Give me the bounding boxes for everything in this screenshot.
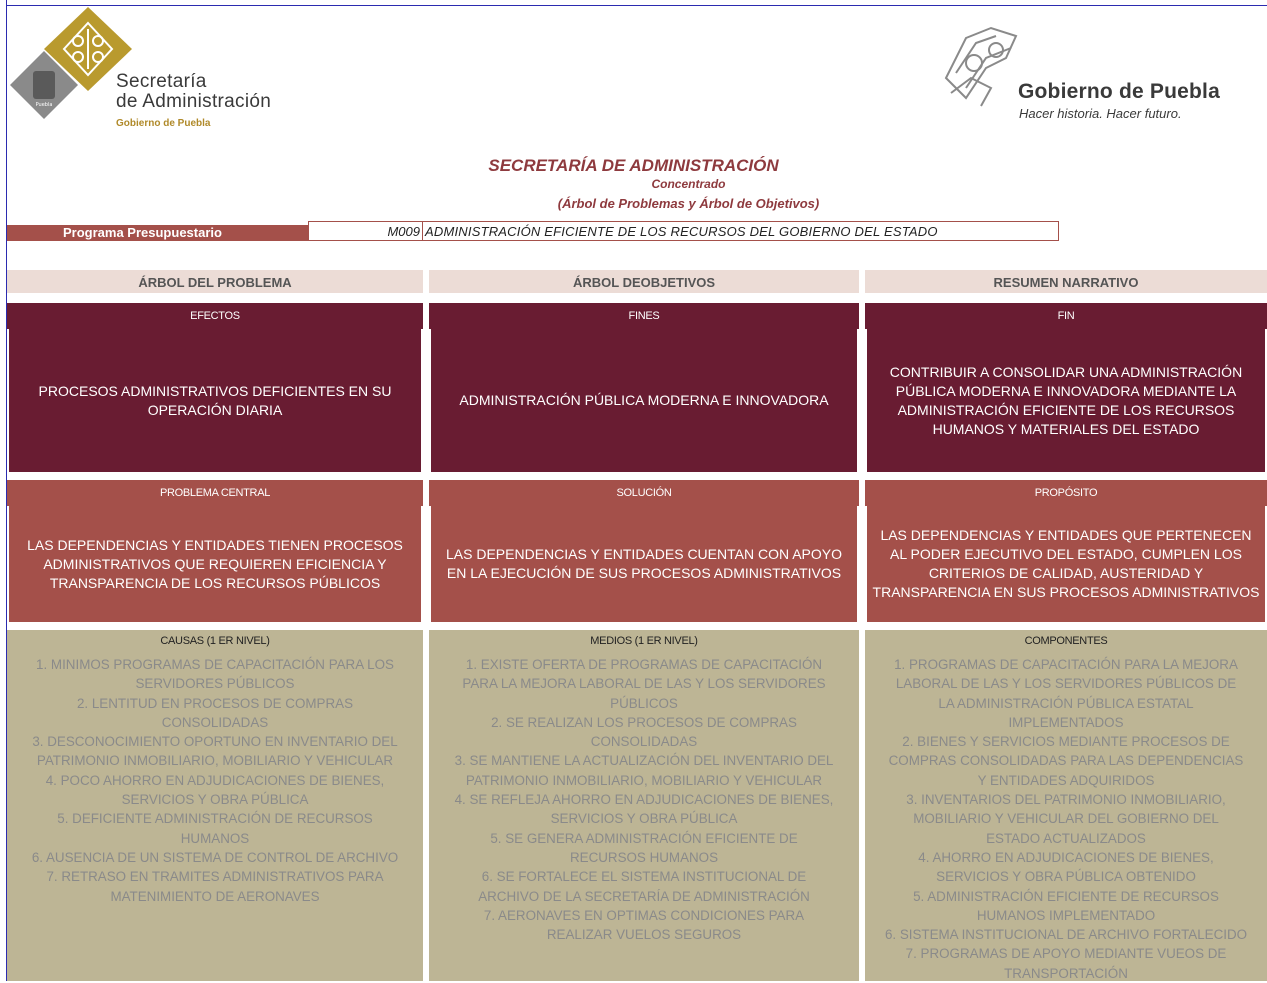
heading-resumen-narrativo: RESUMEN NARRATIVO: [865, 270, 1267, 293]
list-item: 4. POCO AHORRO EN ADJUDICACIONES DE BIENES,: [45, 772, 385, 788]
medios-list: [429, 650, 859, 981]
list-item: SERVICIOS Y OBRA PÚBLICA: [121, 792, 309, 808]
list-item: 2. LENTITUD EN PROCESOS DE COMPRAS: [76, 695, 354, 711]
efectos-text: PROCESOS ADMINISTRATIVOS DEFICIENTES EN SU OPERACIÓN DIARIA: [7, 329, 423, 474]
list-item: 1. MINIMOS PROGRAMAS DE CAPACITACIÓN PARA LOS: [36, 657, 394, 672]
list-item: 2. SE REALIZAN LOS PROCESOS DE COMPRAS: [491, 714, 797, 730]
causas-list: [7, 650, 423, 981]
label-efectos: EFECTOS: [7, 303, 423, 329]
list-item: RECURSOS HUMANOS: [569, 849, 719, 865]
list-item: ARCHIVO DE LA SECRETARÍA DE ADMINISTRACIÓN: [478, 888, 810, 904]
label-causas: CAUSAS (1 ER NIVEL): [7, 630, 423, 650]
list-item: MOBILIARIO Y VEHICULAR DEL GOBIERNO DEL: [913, 811, 1219, 827]
list-item: 4. AHORRO EN ADJUDICACIONES DE BIENES,: [918, 849, 1214, 865]
componentes-list: [865, 650, 1267, 981]
list-item: 7. PROGRAMAS DE APOYO MEDIANTE VUEOS DE: [905, 946, 1227, 962]
fines-text: ADMINISTRACIÓN PÚBLICA MODERNA E INNOVADORA: [429, 329, 859, 474]
fin-text: CONTRIBUIR A CONSOLIDAR UNA ADMINISTRACIÓN PÚBLICA MODERNA E INNOVADORA MEDIANTE LA ADMINISTRACIÓN EFICIENTE DE LOS RECURSOS HUMANOS Y MATERIALES DEL ESTADO: [865, 329, 1267, 474]
programa-label: Programa Presupuestario: [7, 225, 308, 241]
list-item: 1. EXISTE OFERTA DE PROGRAMAS DE CAPACITACIÓN: [465, 657, 823, 672]
list-item: 4. SE REFLEJA AHORRO EN ADJUDICACIONES DE BIENES,: [454, 792, 834, 808]
list-item: 6. SISTEMA INSTITUCIONAL DE ARCHIVO FORTALECIDO: [884, 927, 1248, 943]
page-subtitle-2: (Árbol de Problemas y Árbol de Objetivos): [557, 196, 820, 211]
list-item: LA ADMINISTRACIÓN PÚBLICA ESTATAL: [938, 695, 1194, 711]
list-item: MATENIMIENTO DE AERONAVES: [110, 888, 320, 904]
list-item: PARA LA MEJORA LABORAL DE LAS Y LOS SERVIDORES: [462, 676, 826, 692]
list-item: 7. AERONAVES EN OPTIMAS CONDICIONES PARA: [483, 907, 805, 923]
list-item: Y ENTIDADES ADQUIRIDOS: [977, 772, 1155, 788]
problema-central-text: LAS DEPENDENCIAS Y ENTIDADES TIENEN PROCESOS ADMINISTRATIVOS QUE REQUIEREN EFICIENCIA Y TRANSPARENCIA DE LOS RECURSOS PÚBLICOS: [7, 506, 423, 624]
secretaria-administracion-logo: [8, 5, 298, 135]
label-solucion: SOLUCIÓN: [429, 480, 859, 506]
list-item: 6. AUSENCIA DE UN SISTEMA DE CONTROL DE ARCHIVO: [31, 849, 399, 865]
gobierno-puebla-title: Gobierno de Puebla: [1018, 80, 1220, 103]
list-item: 1. PROGRAMAS DE CAPACITACIÓN PARA LA MEJORA: [894, 657, 1238, 672]
list-item: HUMANOS: [180, 830, 250, 846]
list-item: COMPRAS CONSOLIDADAS PARA LAS DEPENDENCIAS: [888, 753, 1244, 769]
label-fin: FIN: [865, 303, 1267, 329]
logo-line-3: Gobierno de Puebla: [116, 118, 211, 129]
programa-code: M009: [308, 222, 423, 240]
list-item: SERVICIOS Y OBRA PÚBLICA: [550, 811, 738, 827]
solucion-text: LAS DEPENDENCIAS Y ENTIDADES CUENTAN CON APOYO EN LA EJECUCIÓN DE SUS PROCESOS ADMINISTRATIVOS: [429, 506, 859, 624]
list-item: LABORAL DE LAS Y LOS SERVIDORES PÚBLICOS DE: [895, 676, 1237, 692]
list-item: CONSOLIDADAS: [161, 714, 269, 730]
list-item: SERVICIOS Y OBRA PÚBLICA OBTENIDO: [936, 869, 1196, 885]
list-item: 5. DEFICIENTE ADMINISTRACIÓN DE RECURSOS: [57, 811, 373, 827]
list-item: ESTADO ACTUALIZADOS: [986, 830, 1146, 846]
logo-line-2: de Administración: [116, 91, 272, 112]
label-proposito: PROPÓSITO: [865, 480, 1267, 506]
label-medios: MEDIOS (1 ER NIVEL): [429, 630, 859, 650]
list-item: 3. INVENTARIOS DEL PATRIMONIO INMOBILIARIO,: [906, 792, 1226, 808]
gobierno-puebla-slogan: Hacer historia. Hacer futuro.: [1019, 106, 1182, 121]
label-problema-central: PROBLEMA CENTRAL: [7, 480, 423, 506]
list-item: 3. DESCONOCIMIENTO OPORTUNO EN INVENTARIO DEL: [32, 734, 398, 750]
list-item: 5. ADMINISTRACIÓN EFICIENTE DE RECURSOS: [913, 888, 1219, 904]
page-title: SECRETARÍA DE ADMINISTRACIÓN: [488, 156, 779, 175]
label-fines: FINES: [429, 303, 859, 329]
label-componentes: COMPONENTES: [865, 630, 1267, 650]
shield-text: Puebla: [35, 102, 53, 108]
list-item: CONSOLIDADAS: [590, 734, 698, 750]
page-subtitle: Concentrado: [651, 177, 726, 191]
list-item: IMPLEMENTADOS: [1008, 714, 1124, 730]
proposito-text: LAS DEPENDENCIAS Y ENTIDADES QUE PERTENECEN AL PODER EJECUTIVO DEL ESTADO, CUMPLEN LOS CRITERIOS DE CALIDAD, AUSTERIDAD Y TRANSPARENCIA EN SUS PROCESOS ADMINISTRATIVOS: [865, 506, 1267, 624]
list-item: TRANSPORTACIÓN: [1004, 965, 1128, 981]
list-item: 5. SE GENERA ADMINISTRACIÓN EFICIENTE DE: [490, 830, 798, 846]
list-item: PATRIMONIO INMOBILIARIO, MOBILIARIO Y VEHICULAR: [36, 753, 394, 769]
logo-line-1: Secretaría: [116, 71, 207, 92]
list-item: 7. RETRASO EN TRAMITES ADMINISTRATIVOS PARA: [46, 869, 384, 885]
list-item: 3. SE MANTIENE LA ACTUALIZACIÓN DEL INVENTARIO DEL: [454, 753, 834, 769]
list-item: 6. SE FORTALECE EL SISTEMA INSTITUCIONAL DE: [481, 869, 807, 885]
list-item: PATRIMONIO INMOBILIARIO, MOBILIARIO Y VEHICULAR: [465, 772, 823, 788]
list-item: HUMANOS IMPLEMENTADO: [976, 907, 1156, 923]
list-item: SERVIDORES PÚBLICOS: [135, 676, 295, 692]
heading-arbol-problema: ÁRBOL DEL PROBLEMA: [7, 270, 423, 293]
list-item: PÚBLICOS: [610, 695, 678, 711]
list-item: 2. BIENES Y SERVICIOS MEDIANTE PROCESOS DE: [902, 734, 1230, 750]
programa-name: ADMINISTRACIÓN EFICIENTE DE LOS RECURSOS DEL GOBIERNO DEL ESTADO: [425, 224, 938, 239]
heading-arbol-objetivos: ÁRBOL DEOBJETIVOS: [429, 270, 859, 293]
list-item: REALIZAR VUELOS SEGUROS: [546, 927, 742, 943]
